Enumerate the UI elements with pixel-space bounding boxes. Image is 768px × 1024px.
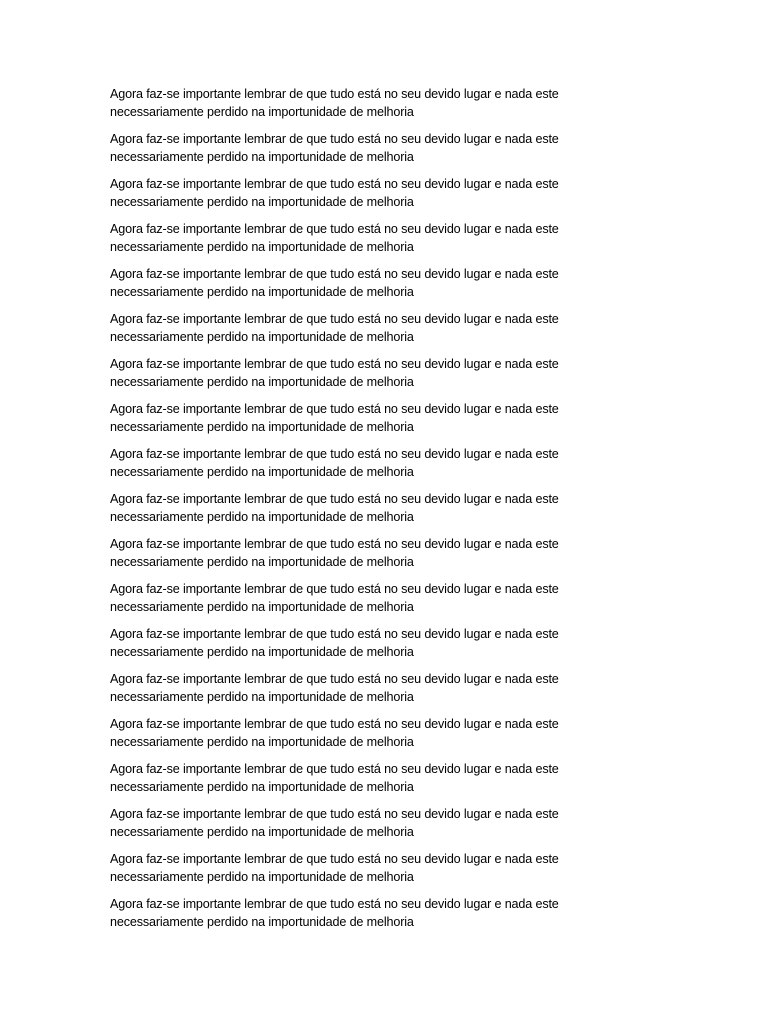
paragraph-line: Agora faz-se importante lembrar de que tudo está no seu devido lugar e nada este bbox=[110, 132, 559, 146]
paragraph bbox=[110, 176, 670, 211]
paragraph-line: necessariamente perdido na importunidade de melhoria bbox=[110, 464, 414, 479]
paragraph-line: Agora faz-se importante lembrar de que tudo está no seu devido lugar e nada este bbox=[110, 222, 559, 236]
paragraph-line: necessariamente perdido na importunidade de melhoria bbox=[110, 734, 414, 749]
paragraph bbox=[110, 851, 670, 886]
paragraph-line: necessariamente perdido na importunidade de melhoria bbox=[110, 284, 414, 299]
paragraph-line: Agora faz-se importante lembrar de que tudo está no seu devido lugar e nada este bbox=[110, 582, 559, 596]
paragraph-line: necessariamente perdido na importunidade de melhoria bbox=[110, 104, 414, 119]
paragraph-line: Agora faz-se importante lembrar de que tudo está no seu devido lugar e nada este bbox=[110, 402, 559, 416]
paragraph-line: necessariamente perdido na importunidade de melhoria bbox=[110, 824, 414, 839]
paragraph-line: necessariamente perdido na importunidade de melhoria bbox=[110, 419, 414, 434]
paragraph-line: Agora faz-se importante lembrar de que tudo está no seu devido lugar e nada este bbox=[110, 717, 559, 731]
paragraph-line: necessariamente perdido na importunidade de melhoria bbox=[110, 644, 414, 659]
paragraph-line: necessariamente perdido na importunidade de melhoria bbox=[110, 509, 414, 524]
paragraph-line: Agora faz-se importante lembrar de que tudo está no seu devido lugar e nada este bbox=[110, 177, 559, 191]
paragraph-line: Agora faz-se importante lembrar de que tudo está no seu devido lugar e nada este bbox=[110, 87, 559, 101]
paragraph-line: Agora faz-se importante lembrar de que tudo está no seu devido lugar e nada este bbox=[110, 492, 559, 506]
paragraph bbox=[110, 266, 670, 301]
paragraph-line: Agora faz-se importante lembrar de que tudo está no seu devido lugar e nada este bbox=[110, 627, 559, 641]
paragraph-line: Agora faz-se importante lembrar de que tudo está no seu devido lugar e nada este bbox=[110, 672, 559, 686]
paragraph-line: necessariamente perdido na importunidade de melhoria bbox=[110, 149, 414, 164]
paragraph-line: Agora faz-se importante lembrar de que tudo está no seu devido lugar e nada este bbox=[110, 312, 559, 326]
paragraph bbox=[110, 536, 670, 571]
paragraph-line: necessariamente perdido na importunidade de melhoria bbox=[110, 869, 414, 884]
paragraph-line: necessariamente perdido na importunidade de melhoria bbox=[110, 374, 414, 389]
paragraph bbox=[110, 356, 670, 391]
paragraph bbox=[110, 896, 670, 931]
paragraph-line: Agora faz-se importante lembrar de que tudo está no seu devido lugar e nada este bbox=[110, 852, 559, 866]
paragraph-line: necessariamente perdido na importunidade de melhoria bbox=[110, 554, 414, 569]
paragraph bbox=[110, 311, 670, 346]
paragraph-line: necessariamente perdido na importunidade de melhoria bbox=[110, 329, 414, 344]
paragraph bbox=[110, 401, 670, 436]
paragraph bbox=[110, 806, 670, 841]
paragraph-line: Agora faz-se importante lembrar de que tudo está no seu devido lugar e nada este bbox=[110, 447, 559, 461]
paragraph bbox=[110, 581, 670, 616]
paragraph-line: necessariamente perdido na importunidade de melhoria bbox=[110, 239, 414, 254]
paragraph bbox=[110, 761, 670, 796]
paragraph-line: Agora faz-se importante lembrar de que tudo está no seu devido lugar e nada este bbox=[110, 762, 559, 776]
paragraph-line: Agora faz-se importante lembrar de que tudo está no seu devido lugar e nada este bbox=[110, 537, 559, 551]
paragraph-line: Agora faz-se importante lembrar de que tudo está no seu devido lugar e nada este bbox=[110, 267, 559, 281]
paragraph-line: necessariamente perdido na importunidade de melhoria bbox=[110, 914, 414, 929]
paragraph-line: necessariamente perdido na importunidade de melhoria bbox=[110, 599, 414, 614]
paragraph-line: Agora faz-se importante lembrar de que tudo está no seu devido lugar e nada este bbox=[110, 357, 559, 371]
paragraph-line: necessariamente perdido na importunidade de melhoria bbox=[110, 779, 414, 794]
document-body bbox=[110, 86, 670, 941]
paragraph-line: necessariamente perdido na importunidade de melhoria bbox=[110, 194, 414, 209]
paragraph bbox=[110, 716, 670, 751]
paragraph bbox=[110, 626, 670, 661]
paragraph bbox=[110, 491, 670, 526]
paragraph bbox=[110, 671, 670, 706]
paragraph-line: necessariamente perdido na importunidade de melhoria bbox=[110, 689, 414, 704]
paragraph bbox=[110, 86, 670, 121]
paragraph bbox=[110, 221, 670, 256]
paragraph bbox=[110, 131, 670, 166]
paragraph bbox=[110, 446, 670, 481]
paragraph-line: Agora faz-se importante lembrar de que tudo está no seu devido lugar e nada este bbox=[110, 897, 559, 911]
paragraph-line: Agora faz-se importante lembrar de que tudo está no seu devido lugar e nada este bbox=[110, 807, 559, 821]
